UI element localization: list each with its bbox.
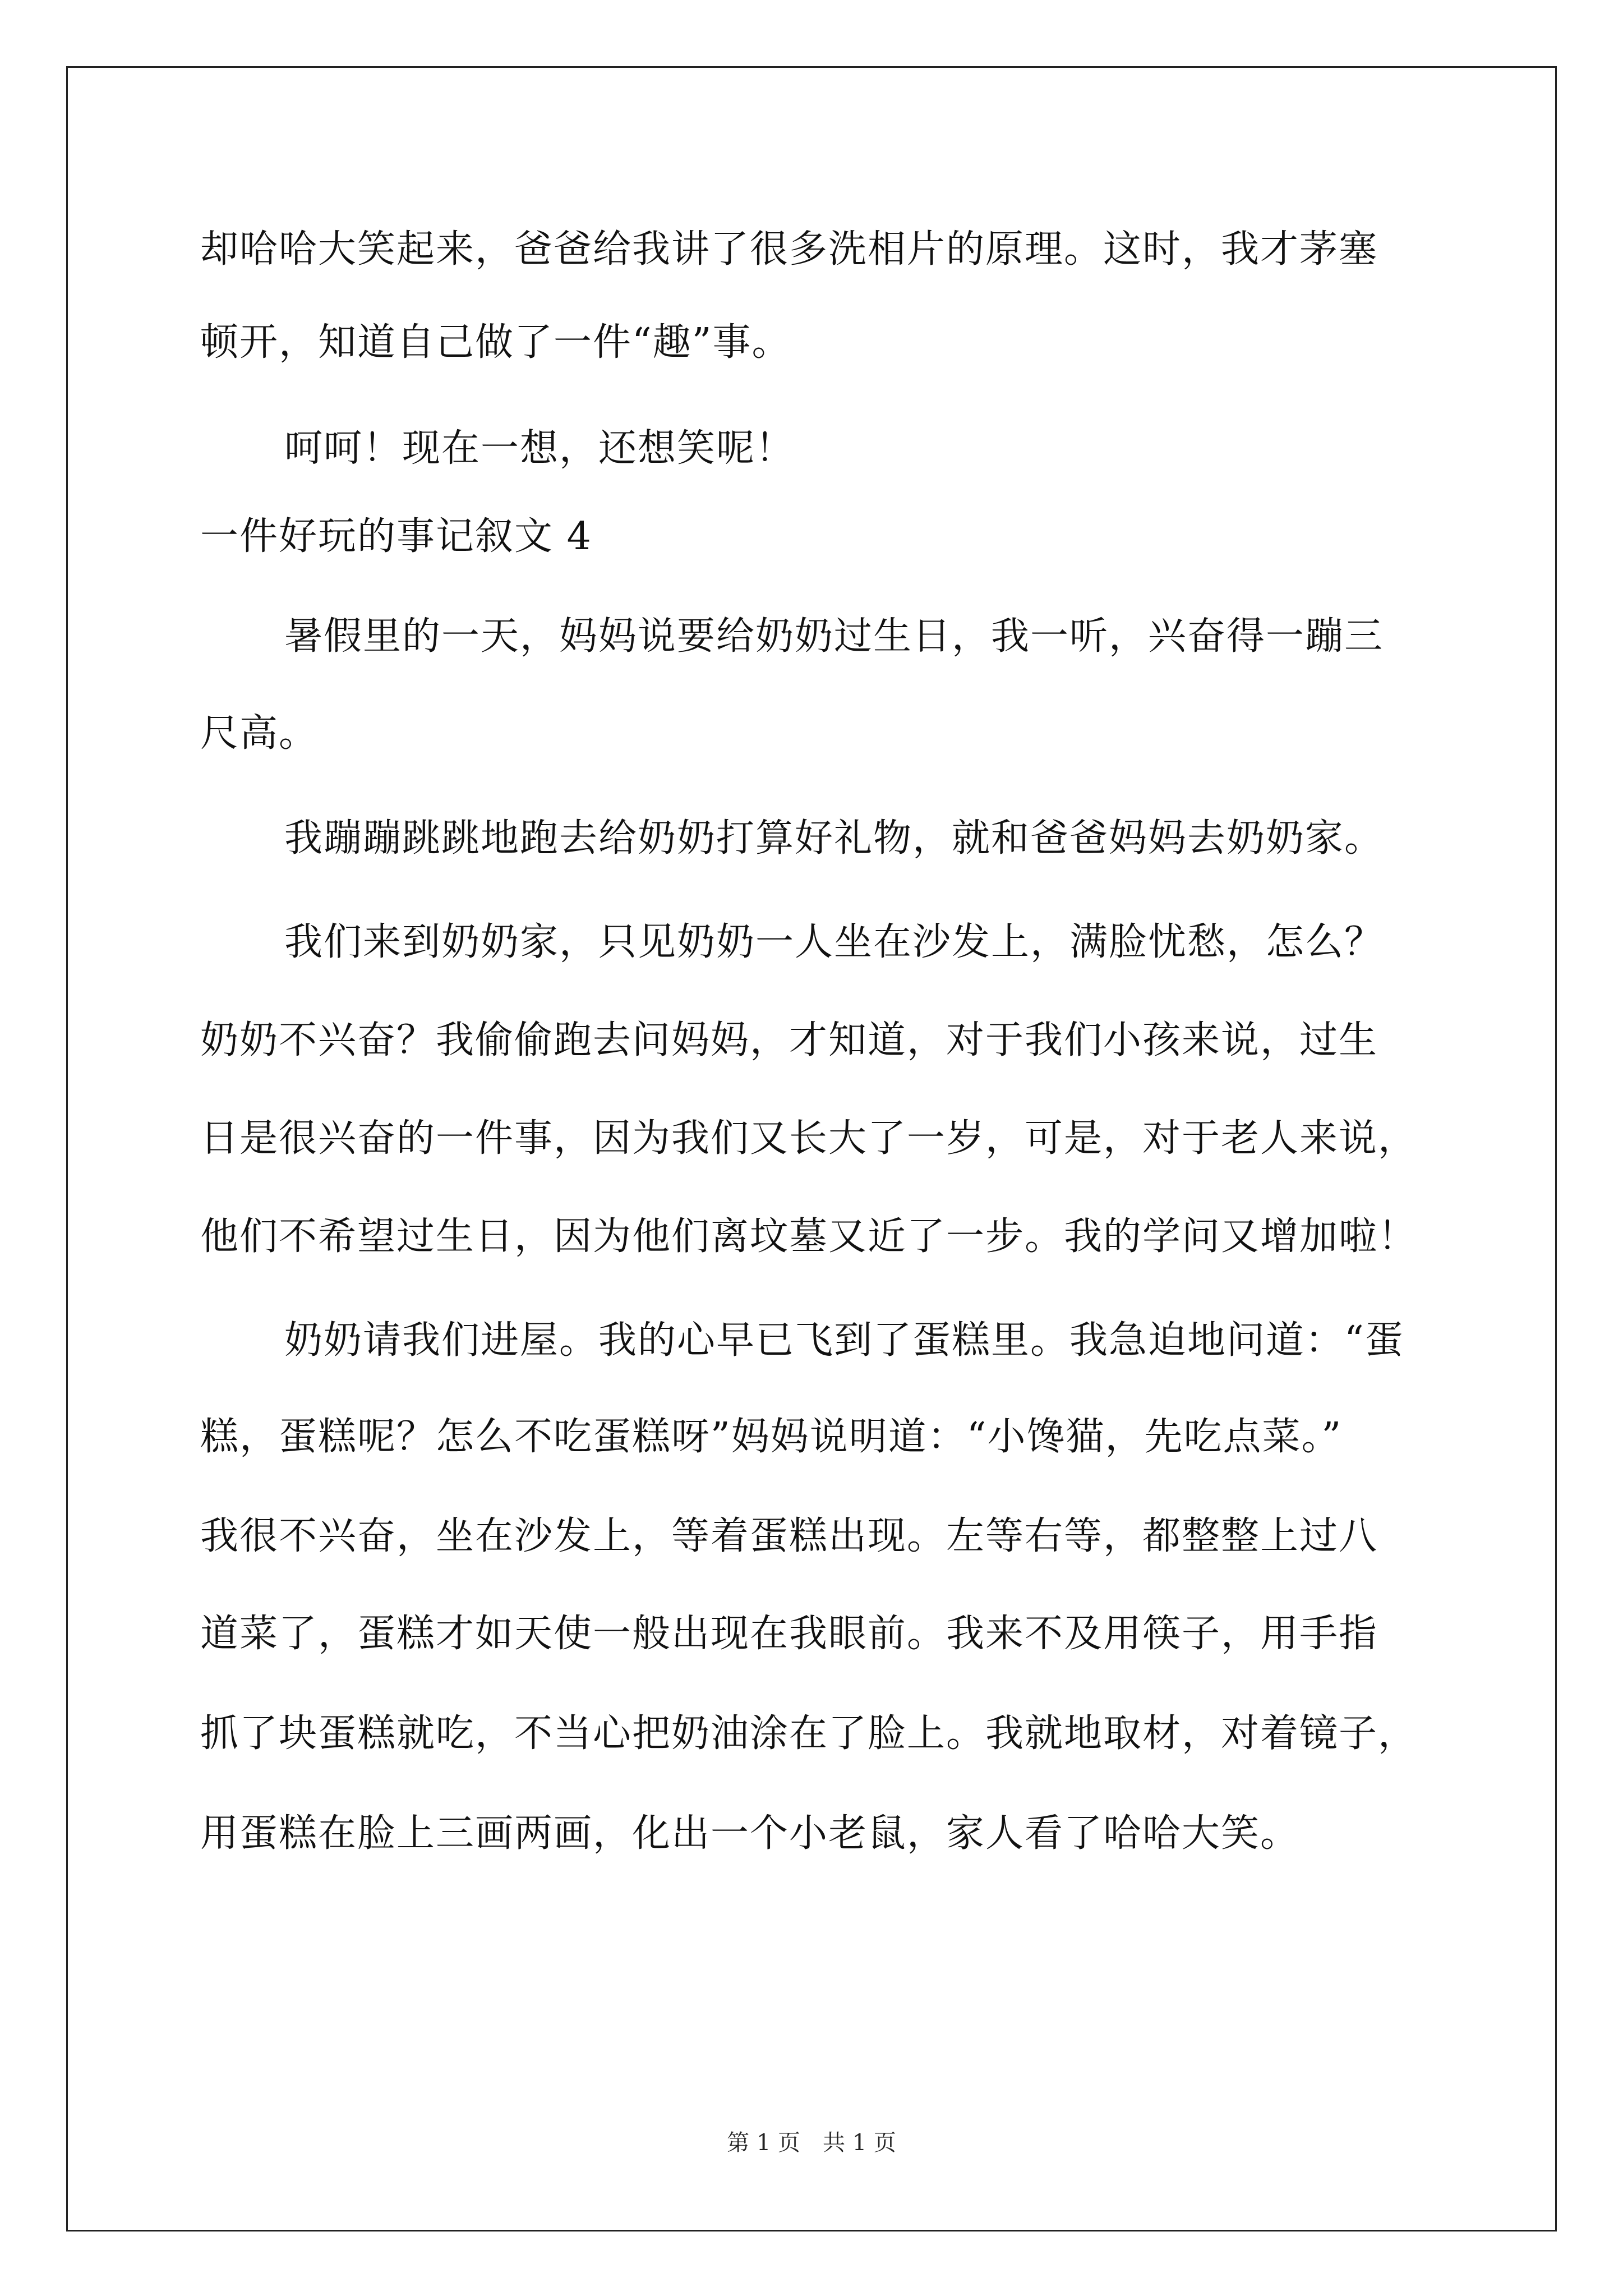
text-line: 他们不希望过生日，因为他们离坟墓又近了一步。我的学问又增加啦！ [200, 1214, 1418, 1259]
text-line: 我蹦蹦跳跳地跑去给奶奶打算好礼物，就和爸爸妈妈去奶奶家。 [284, 816, 1384, 861]
text-line: 抓了块蛋糕就吃，不当心把奶油涂在了脸上。我就地取材，对着镜子， [200, 1711, 1418, 1756]
text-line: 却哈哈大笑起来，爸爸给我讲了很多洗相片的原理。这时，我才茅塞 [200, 227, 1378, 272]
page-footer: 第 1 页 共 1 页 [727, 2130, 896, 2156]
text-line: 道菜了，蛋糕才如天使一般出现在我眼前。我来不及用筷子，用手指 [200, 1612, 1378, 1656]
text-line: 奶奶不兴奋？我偷偷跑去问妈妈，才知道，对于我们小孩来说，过生 [200, 1018, 1378, 1062]
text-line: 我们来到奶奶家，只见奶奶一人坐在沙发上，满脸忧愁，怎么？ [284, 920, 1384, 964]
text-line: 尺高。 [200, 711, 319, 756]
text-line: 奶奶请我们进屋。我的心早已飞到了蛋糕里。我急迫地问道：“蛋 [284, 1318, 1404, 1363]
text-line: 呵呵！现在一想，还想笑呢！ [284, 426, 795, 471]
text-line: 顿开，知道自己做了一件“趣”事。 [200, 320, 791, 365]
section-heading: 一件好玩的事记叙文 4 [200, 514, 592, 559]
text-line: 日是很兴奋的一件事，因为我们又长大了一岁，可是，对于老人来说， [200, 1116, 1418, 1161]
text-line: 暑假里的一天，妈妈说要给奶奶过生日，我一听，兴奋得一蹦三 [284, 614, 1384, 659]
text-line: 糕，蛋糕呢？怎么不吃蛋糕呀”妈妈说明道：“小馋猫，先吃点菜。” [200, 1415, 1343, 1459]
text-line: 用蛋糕在脸上三画两画，化出一个小老鼠，家人看了哈哈大笑。 [200, 1811, 1300, 1856]
text-line: 我很不兴奋，坐在沙发上，等着蛋糕出现。左等右等，都整整上过八 [200, 1514, 1378, 1558]
